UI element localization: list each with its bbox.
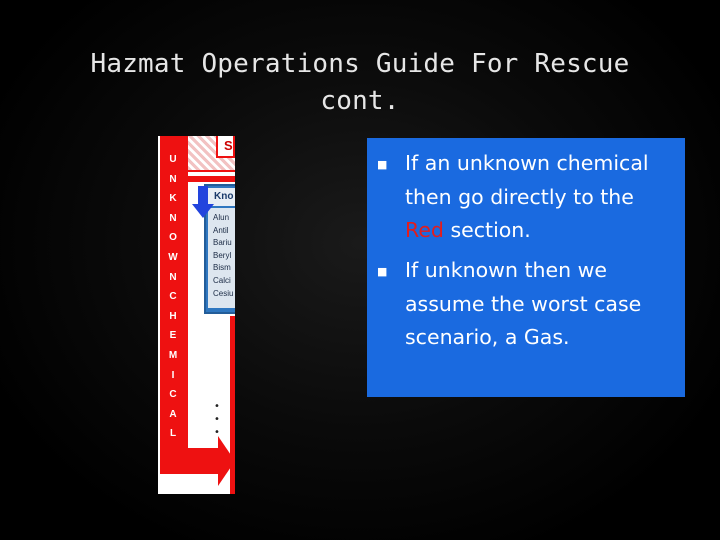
title-line-1: Hazmat Operations Guide For Rescue: [90, 49, 630, 79]
bar-letter: N: [169, 271, 177, 283]
bullet-square-icon: ■: [377, 265, 388, 278]
bar-letter: N: [169, 173, 177, 185]
known-item: Cesiu: [213, 288, 234, 298]
known-header: Kno: [208, 188, 235, 206]
bar-letter: N: [169, 212, 177, 224]
content-panel: [367, 138, 685, 397]
known-item: Antil: [213, 225, 229, 235]
known-item: Bariu: [213, 238, 232, 248]
bar-letter: A: [169, 408, 177, 420]
bullet-text-2: If unknown then we assume the worst case scenario, a Gas.: [405, 258, 642, 349]
bar-letter: O: [169, 232, 177, 244]
bullet-1-text-a: If an unknown chemical then go directly to the: [405, 151, 649, 209]
bar-letter: K: [169, 193, 177, 205]
blue-arrow-icon: [198, 186, 208, 206]
bar-letter: U: [169, 154, 177, 165]
bar-letter: C: [169, 291, 177, 303]
bar-letter: I: [171, 369, 175, 381]
bullet-1-text-b: section.: [443, 218, 531, 242]
flowchart-image: [158, 136, 235, 494]
chart-bullet: •: [214, 427, 220, 438]
bar-letter: H: [169, 310, 177, 322]
known-item: Beryl: [213, 250, 232, 260]
red-keyword: Red: [405, 218, 444, 242]
bullet-square-icon: ■: [377, 158, 388, 171]
bar-letter: W: [168, 251, 178, 263]
known-chemical-list: [208, 208, 235, 308]
chart-bullet: •: [214, 414, 220, 425]
known-item: Bism: [213, 263, 231, 273]
bar-letter: E: [169, 330, 177, 342]
s-label-box: S: [216, 136, 235, 158]
red-arrowhead-icon: [218, 436, 235, 486]
title-line-2: cont.: [320, 86, 400, 116]
bar-letter: M: [168, 349, 178, 361]
bullet-item-1: [367, 147, 677, 248]
blue-arrowhead-icon: [192, 204, 214, 218]
bar-letter: C: [169, 389, 177, 401]
unknown-chemical-letters: [166, 150, 180, 444]
known-item: Calci: [213, 275, 231, 285]
red-arrow-icon: [160, 448, 220, 474]
bullet-item-2: [367, 254, 677, 355]
known-item: Alun: [213, 213, 230, 222]
chart-bullet: •: [214, 401, 220, 412]
red-connector: [188, 176, 235, 182]
chart-bullets: [214, 400, 220, 439]
bar-letter: L: [169, 428, 177, 440]
bullet-text-1: [367, 147, 677, 248]
slide-title: [40, 46, 680, 120]
